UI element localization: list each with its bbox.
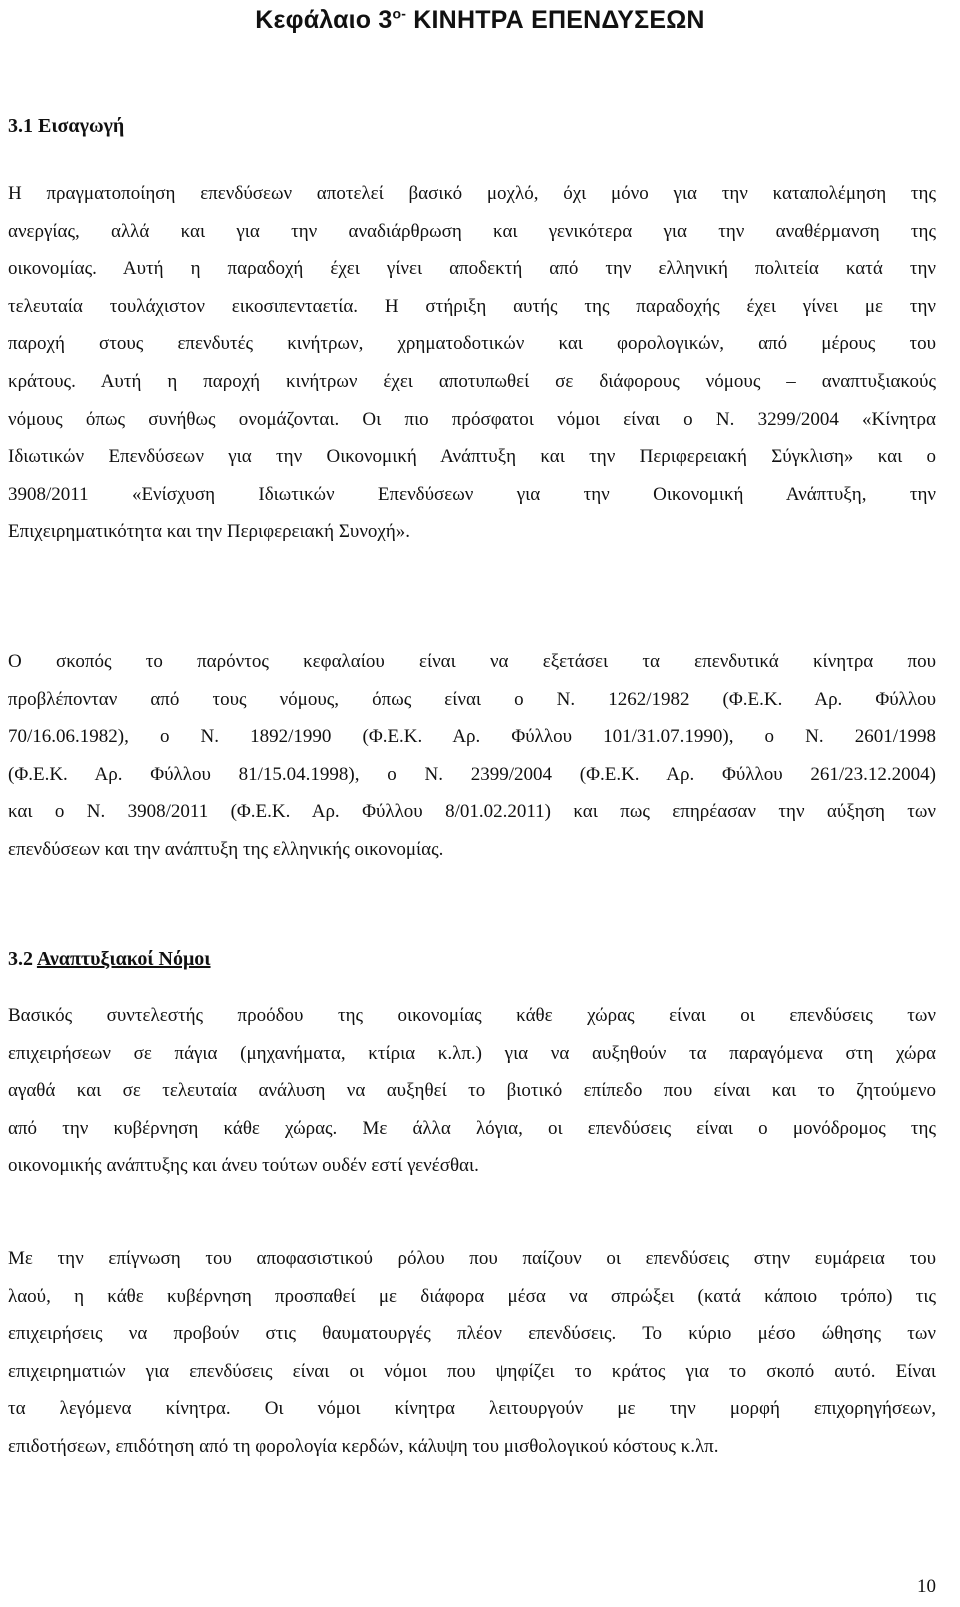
section-heading-development-laws: [8, 947, 211, 971]
paragraph-line: κράτους. Αυτή η παροχή κινήτρων έχει αποτυπωθεί σε διάφορους νόμους – αναπτυξιακούς: [8, 370, 936, 392]
section-heading-text: 3.1 Εισαγωγή: [8, 115, 125, 137]
paragraph-line: 70/16.06.1982), ο Ν. 1892/1990 (Φ.Ε.Κ. Αρ. Φύλλου 101/31.07.1990), ο Ν. 2601/1998: [8, 726, 936, 748]
paragraph-line: επιχειρήσεων σε πάγια (μηχανήματα, κτίρια κ.λπ.) για να αυξηθούν τα παραγόμενα στη χώρα: [8, 1042, 936, 1064]
paragraph-line: αγαθά και σε τελευταία ανάλυση να αυξηθεί το βιοτικό επίπεδο που είναι και το ζητούμενο: [8, 1080, 936, 1102]
chapter-title-superscript: ο-: [392, 5, 407, 22]
paragraph-line: επιχειρηματιών για επενδύσεις είναι οι νόμοι που ψηφίζει το κράτος για το σκοπό αυτό. Είναι: [8, 1360, 936, 1382]
chapter-title-suffix: ΚΙΝΗΤΡΑ ΕΠΕΝΔΥΣΕΩΝ: [406, 6, 705, 34]
paragraph-line: (Φ.Ε.Κ. Αρ. Φύλλου 81/15.04.1998), ο Ν. 2399/2004 (Φ.Ε.Κ. Αρ. Φύλλου 261/23.12.2004): [8, 763, 936, 785]
paragraph-line: παροχή στους επενδυτές κινήτρων, χρηματοδοτικών και φορολογικών, από μέρους του: [8, 333, 936, 355]
page-number: 10: [917, 1576, 936, 1597]
paragraph-line: επενδύσεων και την ανάπτυξη της ελληνικής οικονομίας.: [8, 838, 444, 860]
paragraph-line: επιχειρήσεις να προβούν στις θαυματουργές πλέον επενδύσεις. Το κύριο μέσο ώθησης των: [8, 1323, 936, 1345]
paragraph-line: Επιχειρηματικότητα και την Περιφερειακή Συνοχή».: [8, 521, 411, 543]
paragraph-line: Η πραγματοποίηση επενδύσεων αποτελεί βασικό μοχλό, όχι μόνο για την καταπολέμηση της: [8, 183, 936, 204]
paragraph-line: Ο σκοπός το παρόντος κεφαλαίου είναι να εξετάσει τα επενδυτικά κίνητρα που: [8, 651, 936, 672]
chapter-title-prefix: Κεφάλαιο 3: [255, 6, 393, 34]
paragraph-line: από την κυβέρνηση κάθε χώρας. Με άλλα λόγια, οι επενδύσεις είναι ο μονόδρομος της: [8, 1117, 936, 1139]
laws-paragraph-2: [8, 1240, 936, 1466]
paragraph-line: και ο Ν. 3908/2011 (Φ.Ε.Κ. Αρ. Φύλλου 8/01.02.2011) και πως επηρέασαν την αύξηση των: [8, 801, 936, 823]
paragraph-line: τελευταία τουλάχιστον εικοσιπενταετία. Η στήριξη αυτής της παραδοχής έχει γίνει με την: [8, 295, 936, 317]
paragraph-line: Ιδιωτικών Επενδύσεων για την Οικονομική Ανάπτυξη και την Περιφερειακή Σύγκλιση» και ο: [8, 446, 936, 468]
paragraph-line: τα λεγόμενα κίνητρα. Οι νόμοι κίνητρα λειτουργούν με την μορφή επιχορηγήσεων,: [8, 1398, 936, 1420]
paragraph-line: 3908/2011 «Ενίσχυση Ιδιωτικών Επενδύσεων για την Οικονομική Ανάπτυξη, την: [8, 483, 936, 505]
chapter-title: [0, 0, 960, 40]
paragraph-line: Με την επίγνωση του αποφασιστικού ρόλου που παίζουν οι επενδύσεις στην ευμάρεια του: [8, 1248, 936, 1269]
paragraph-line: νόμους όπως συνήθως ονομάζονται. Οι πιο πρόσφατοι νόμοι είναι ο Ν. 3299/2004 «Κίνητρα: [8, 408, 936, 430]
laws-paragraph-1: [8, 997, 936, 1185]
section-heading-number: 3.2: [8, 948, 33, 970]
section-heading-text: Αναπτυξιακοί Νόμοι: [36, 948, 211, 970]
section-heading-introduction: [8, 114, 124, 138]
intro-paragraph-2: [8, 643, 936, 869]
paragraph-line: προβλέπονταν από τους νόμους, όπως είναι ο Ν. 1262/1982 (Φ.Ε.Κ. Αρ. Φύλλου: [8, 688, 936, 710]
intro-paragraph-1: [8, 175, 936, 551]
paragraph-line: Βασικός συντελεστής προόδου της οικονομίας κάθε χώρας είναι οι επενδύσεις των: [8, 1005, 936, 1026]
paragraph-line: λαού, η κάθε κυβέρνηση προσπαθεί με διάφορα μέσα να σπρώξει (κατά κάποιο τρόπο) τις: [8, 1285, 936, 1307]
paragraph-line: οικονομικής ανάπτυξης και άνευ τούτων ουδέν εστί γενέσθαι.: [8, 1155, 479, 1177]
paragraph-line: οικονομίας. Αυτή η παραδοχή έχει γίνει αποδεκτή από την ελληνική πολιτεία κατά την: [8, 258, 936, 280]
paragraph-line: ανεργίας, αλλά και για την αναδιάρθρωση και γενικότερα για την αναθέρμανση της: [8, 220, 936, 242]
paragraph-line: επιδοτήσεων, επιδότηση από τη φορολογία κερδών, κάλυψη του μισθολογικού κόστους κ.λπ.: [8, 1435, 719, 1457]
